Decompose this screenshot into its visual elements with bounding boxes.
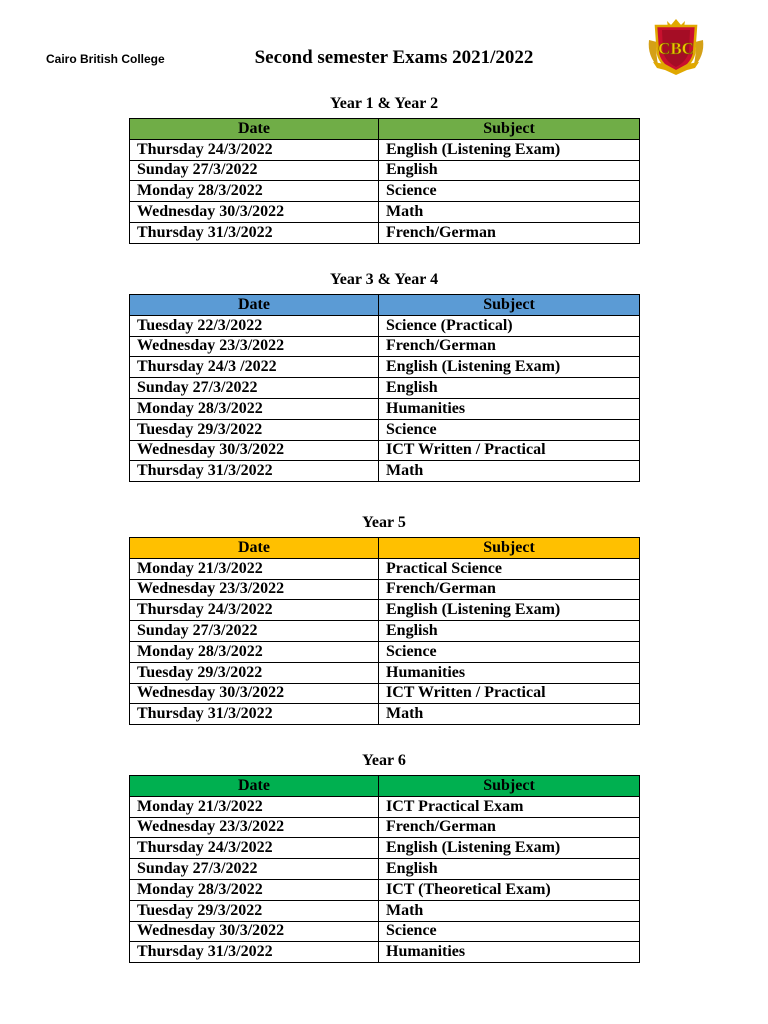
subject-cell: French/German	[379, 222, 640, 243]
exam-table	[129, 537, 640, 725]
table-row	[130, 579, 640, 600]
table-row	[130, 440, 640, 461]
subject-cell: English (Listening Exam)	[379, 600, 640, 621]
subject-cell: Math	[379, 461, 640, 482]
school-logo	[645, 18, 707, 76]
date-cell: Wednesday 23/3/2022	[130, 579, 379, 600]
date-cell: Wednesday 30/3/2022	[130, 921, 379, 942]
subject-cell: English (Listening Exam)	[379, 838, 640, 859]
section-title: Year 6	[362, 752, 406, 769]
table-row	[130, 357, 640, 378]
subject-cell: Science	[379, 181, 640, 202]
table-row	[130, 704, 640, 725]
subject-cell: Humanities	[379, 662, 640, 683]
date-cell: Sunday 27/3/2022	[130, 621, 379, 642]
page-title: Second semester Exams 2021/2022	[254, 47, 534, 68]
date-cell: Tuesday 29/3/2022	[130, 900, 379, 921]
exam-table	[129, 294, 640, 482]
table-row	[130, 621, 640, 642]
table-row	[130, 398, 640, 419]
subject-cell: Science	[379, 921, 640, 942]
date-cell: Thursday 24/3/2022	[130, 139, 379, 160]
table-row	[130, 942, 640, 963]
subject-cell: Science	[379, 641, 640, 662]
table-row	[130, 378, 640, 399]
date-cell: Wednesday 23/3/2022	[130, 817, 379, 838]
date-cell: Monday 28/3/2022	[130, 398, 379, 419]
date-cell: Tuesday 29/3/2022	[130, 662, 379, 683]
table-row	[130, 921, 640, 942]
section-title: Year 5	[362, 514, 406, 531]
table-row	[130, 600, 640, 621]
date-cell: Thursday 31/3/2022	[130, 704, 379, 725]
date-cell: Sunday 27/3/2022	[130, 859, 379, 880]
subject-cell: Math	[379, 704, 640, 725]
date-cell: Thursday 24/3 /2022	[130, 357, 379, 378]
subject-cell: Humanities	[379, 398, 640, 419]
table-row	[130, 662, 640, 683]
date-cell: Tuesday 29/3/2022	[130, 419, 379, 440]
date-cell: Tuesday 22/3/2022	[130, 315, 379, 336]
table-header-row	[130, 538, 640, 559]
subject-header: Subject	[379, 295, 640, 316]
table-row	[130, 222, 640, 243]
date-header: Date	[130, 538, 379, 559]
section-year5	[129, 513, 639, 725]
subject-cell: ICT (Theoretical Exam)	[379, 879, 640, 900]
date-header: Date	[130, 119, 379, 140]
date-cell: Thursday 31/3/2022	[130, 942, 379, 963]
subject-cell: Humanities	[379, 942, 640, 963]
date-cell: Sunday 27/3/2022	[130, 378, 379, 399]
subject-header: Subject	[379, 119, 640, 140]
date-cell: Thursday 24/3/2022	[130, 838, 379, 859]
table-row	[130, 683, 640, 704]
date-cell: Wednesday 23/3/2022	[130, 336, 379, 357]
subject-cell: Science (Practical)	[379, 315, 640, 336]
date-cell: Sunday 27/3/2022	[130, 160, 379, 181]
date-cell: Thursday 24/3/2022	[130, 600, 379, 621]
subject-cell: English (Listening Exam)	[379, 139, 640, 160]
subject-cell: ICT Written / Practical	[379, 683, 640, 704]
subject-cell: ICT Practical Exam	[379, 796, 640, 817]
table-header-row	[130, 776, 640, 797]
subject-cell: English (Listening Exam)	[379, 357, 640, 378]
table-row	[130, 419, 640, 440]
exam-table	[129, 118, 640, 244]
section-title: Year 3 & Year 4	[329, 271, 439, 288]
table-row	[130, 202, 640, 223]
table-row	[130, 641, 640, 662]
table-row	[130, 796, 640, 817]
table-row	[130, 336, 640, 357]
subject-cell: Practical Science	[379, 558, 640, 579]
section-year6	[129, 751, 639, 963]
subject-cell: French/German	[379, 336, 640, 357]
subject-header: Subject	[379, 776, 640, 797]
date-cell: Monday 21/3/2022	[130, 796, 379, 817]
logo-text: CBC	[658, 39, 694, 58]
date-cell: Wednesday 30/3/2022	[130, 202, 379, 223]
table-row	[130, 181, 640, 202]
date-cell: Thursday 31/3/2022	[130, 461, 379, 482]
subject-cell: Science	[379, 419, 640, 440]
table-row	[130, 900, 640, 921]
table-row	[130, 315, 640, 336]
date-cell: Monday 21/3/2022	[130, 558, 379, 579]
table-row	[130, 461, 640, 482]
subject-cell: English	[379, 160, 640, 181]
subject-cell: English	[379, 378, 640, 399]
table-row	[130, 817, 640, 838]
subject-header: Subject	[379, 538, 640, 559]
date-cell: Monday 28/3/2022	[130, 879, 379, 900]
table-row	[130, 879, 640, 900]
table-header-row	[130, 295, 640, 316]
subject-cell: Math	[379, 900, 640, 921]
date-cell: Wednesday 30/3/2022	[130, 683, 379, 704]
subject-cell: English	[379, 621, 640, 642]
table-row	[130, 859, 640, 880]
date-cell: Wednesday 30/3/2022	[130, 440, 379, 461]
subject-cell: French/German	[379, 817, 640, 838]
school-name: Cairo British College	[46, 52, 165, 66]
section-title: Year 1 & Year 2	[329, 95, 439, 112]
section-year3-4	[129, 270, 639, 482]
subject-cell: ICT Written / Practical	[379, 440, 640, 461]
date-cell: Monday 28/3/2022	[130, 181, 379, 202]
table-row	[130, 160, 640, 181]
table-row	[130, 139, 640, 160]
subject-cell: French/German	[379, 579, 640, 600]
table-header-row	[130, 119, 640, 140]
subject-cell: English	[379, 859, 640, 880]
date-cell: Thursday 31/3/2022	[130, 222, 379, 243]
section-year1-2	[129, 94, 639, 244]
subject-cell: Math	[379, 202, 640, 223]
date-cell: Monday 28/3/2022	[130, 641, 379, 662]
date-header: Date	[130, 776, 379, 797]
table-row	[130, 558, 640, 579]
table-row	[130, 838, 640, 859]
exam-table	[129, 775, 640, 963]
date-header: Date	[130, 295, 379, 316]
